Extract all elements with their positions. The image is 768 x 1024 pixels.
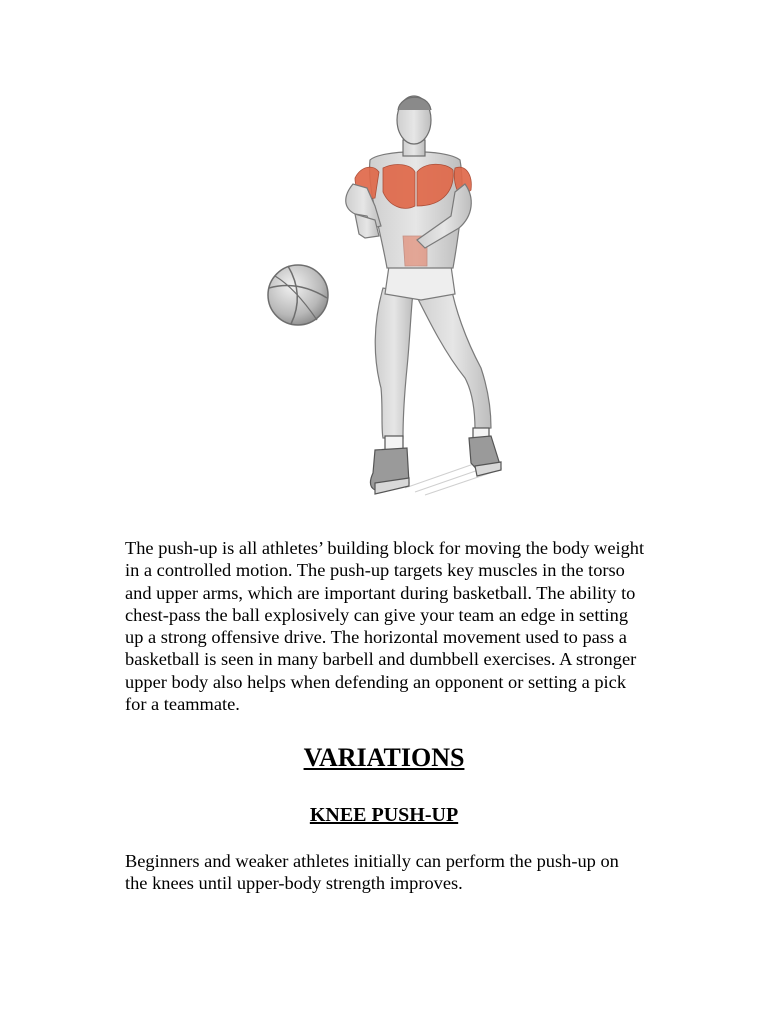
variations-heading: VARIATIONS (303, 743, 465, 772)
waist (385, 266, 455, 300)
basketball-icon (268, 265, 328, 325)
chest-pass-illustration (255, 88, 515, 513)
intro-paragraph: The push-up is all athletes’ building block for moving the body weight in a controlled motion. The push-up targets key muscles in the torso and upper arms, which are important during basketball. The ability to chest-pass the ball explosively can give your team an edge in setting up a strong offensive drive. The horizontal movement used to pass a basketball is seen in many barbell and dumbbell exercises. A stronger upper body also helps when defending an opponent or setting a pick for a teammate. (125, 538, 645, 715)
knee-pushup-heading: KNEE PUSH-UP (309, 804, 459, 826)
knee-pushup-paragraph: Beginners and weaker athletes initially can perform the push-up on the knees until upper-body strength improves. (125, 851, 619, 894)
shoes (370, 428, 501, 494)
head (397, 96, 431, 156)
legs (375, 286, 491, 438)
